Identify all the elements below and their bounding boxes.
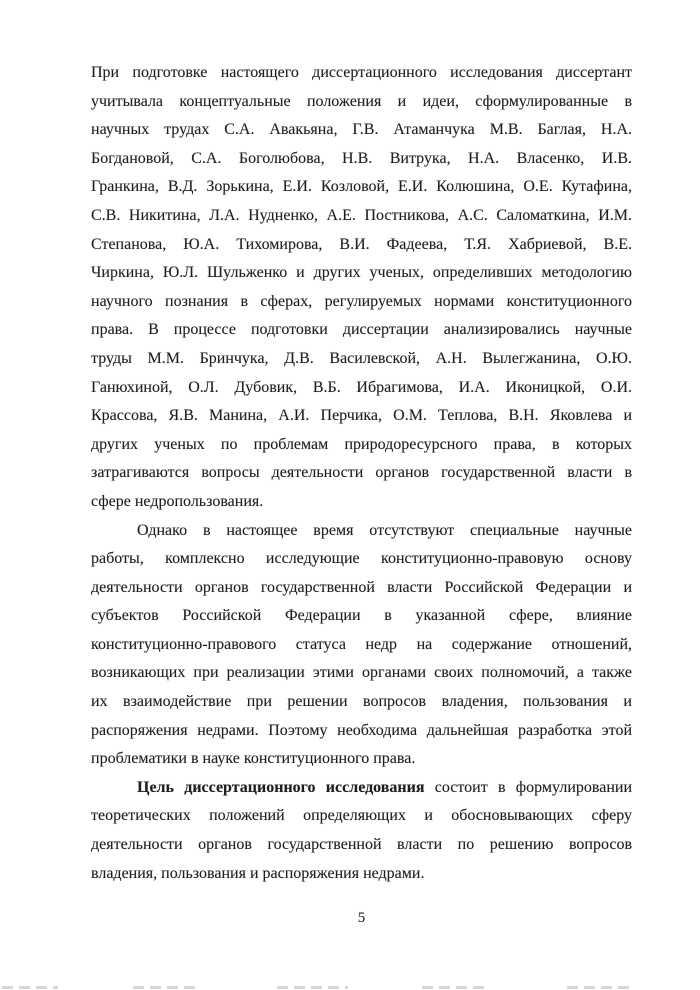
bold-lead-in: Цель диссертационного исследования bbox=[137, 778, 425, 796]
lead-in-rest: состоит в формулировании bbox=[434, 778, 632, 796]
text-line: научных трудах С.А. Авакьяна, Г.В. Атаманчука М.В. Баглая, Н.А. bbox=[91, 121, 632, 139]
text-line: распоряжения недрами. Поэтому необходима дальнейшая разработка этой bbox=[91, 721, 632, 739]
scan-artifact bbox=[133, 986, 200, 989]
text-line: конституционно-правового статуса недр на содержание отношений, bbox=[91, 635, 632, 653]
text-line: субъектов Российской Федерации в указанной сфере, влияние bbox=[91, 607, 632, 625]
text-line: При подготовке настоящего диссертационного исследования диссертант bbox=[91, 64, 632, 81]
page-number: 5 bbox=[357, 910, 366, 926]
text-line: Богдановой, С.А. Боголюбова, Н.В. Витрука, Н.А. Власенко, И.В. bbox=[91, 149, 632, 167]
text-line: Ганюхиной, О.Л. Дубовик, В.Б. Ибрагимова, И.А. Иконицкой, О.И. bbox=[91, 378, 632, 396]
text-line: работы, комплексно исследующие конституционно-правовую основу bbox=[91, 550, 632, 568]
text-line bbox=[91, 774, 632, 803]
text-line: возникающих при реализации этими органами своих полномочий, а также bbox=[91, 664, 632, 682]
text-line: теоретических положений определяющих и обосновывающих сферу bbox=[91, 807, 632, 825]
paragraph-1 bbox=[91, 59, 632, 517]
scan-artifact bbox=[567, 986, 633, 989]
scan-artifact bbox=[422, 986, 487, 989]
text-line: владения, пользования и распоряжения недрами. bbox=[91, 864, 425, 882]
text-line: Чиркина, Ю.Л. Шульженко и других ученых, определивших методологию bbox=[91, 264, 632, 282]
text-line: права. В процессе подготовки диссертации анализировались научные bbox=[91, 321, 632, 339]
text-line: Гранкина, В.Д. Зорькина, Е.И. Козловой, Е.И. Колюшина, О.Е. Кутафина, bbox=[91, 178, 632, 196]
text-line: сфере недропользования. bbox=[91, 492, 264, 510]
text-line: их взаимодействие при решении вопросов владения, пользования и bbox=[91, 693, 632, 711]
text-line: научного познания в сферах, регулируемых нормами конституционного bbox=[91, 292, 632, 310]
text-line: С.В. Никитина, Л.А. Нудненко, А.Е. Постникова, А.С. Саломаткина, И.М. bbox=[91, 206, 632, 224]
paragraph-2 bbox=[91, 517, 632, 774]
text-line: деятельности органов государственной власти Российской Федерации и bbox=[91, 578, 632, 596]
text-block bbox=[91, 59, 632, 888]
paragraph-3 bbox=[91, 774, 632, 888]
text-line: проблематики в науке конституционного права. bbox=[91, 750, 416, 768]
text-line: Степанова, Ю.А. Тихомирова, В.И. Фадеева, Т.Я. Хабриевой, В.Е. bbox=[91, 235, 632, 253]
text-line: Крассова, Я.В. Манина, А.И. Перчика, О.М. Теплова, В.Н. Яковлева и bbox=[91, 407, 632, 425]
text-line: деятельности органов государственной власти по решению вопросов bbox=[91, 836, 632, 854]
scan-artifact bbox=[277, 986, 348, 989]
scan-artifact bbox=[2, 986, 58, 989]
text-line: труды М.М. Бринчука, Д.В. Василевской, А.Н. Вылегжанина, О.Ю. bbox=[91, 349, 632, 367]
text-line: учитывала концептуальные положения и идеи, сформулированные в bbox=[91, 92, 632, 110]
text-line: Однако в настоящее время отсутствуют специальные научные bbox=[137, 521, 632, 539]
text-line: затрагиваются вопросы деятельности органов государственной власти в bbox=[91, 464, 632, 482]
text-line: других ученых по проблемам природоресурсного права, в которых bbox=[91, 435, 632, 453]
